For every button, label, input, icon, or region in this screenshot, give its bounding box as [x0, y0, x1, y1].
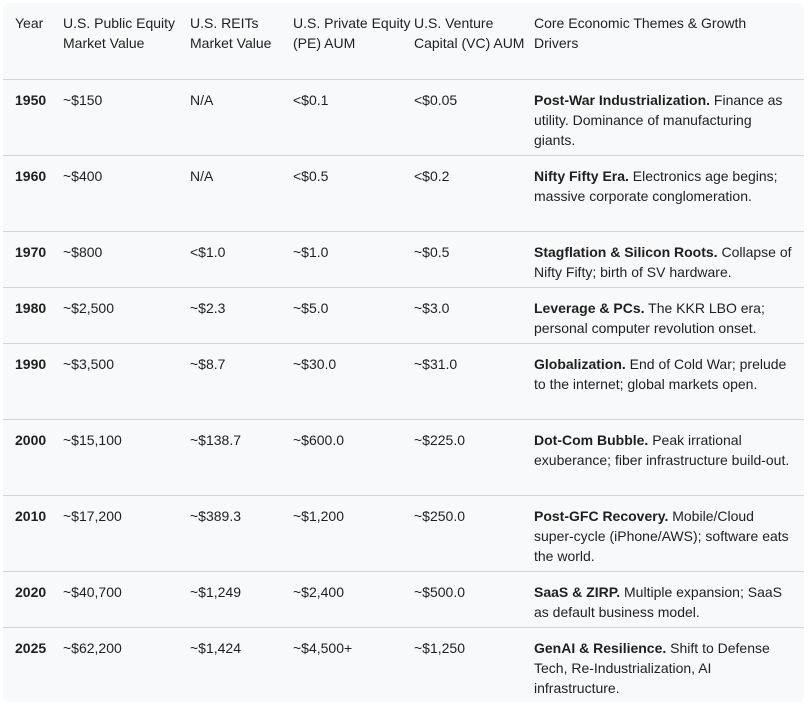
column-header-vc: U.S. Venture Capital (VC) AUM	[414, 3, 534, 79]
cell-vc: <$0.2	[414, 155, 534, 231]
cell-reits: ~$138.7	[190, 419, 293, 495]
cell-theme	[534, 343, 804, 419]
theme-text: Collapse of Nifty Fifty; birth of SV hardware.	[534, 243, 792, 280]
cell-reits: ~$1,249	[190, 571, 293, 627]
theme-title: Stagflation & Silicon Roots.	[534, 243, 718, 260]
theme-text: Peak irrational exuberance; fiber infrastructure build-out.	[534, 431, 790, 468]
theme-title: Globalization.	[534, 355, 626, 372]
cell-year: 1980	[3, 287, 63, 343]
cell-public-equity: ~$800	[63, 231, 190, 287]
cell-theme	[534, 231, 804, 287]
cell-pe: ~$4,500+	[293, 639, 353, 656]
cell-vc: ~$500.0	[414, 571, 534, 627]
cell-pe: ~$30.0	[293, 343, 414, 419]
cell-year: 1950	[3, 79, 63, 155]
cell-theme	[534, 627, 804, 703]
cell-pe: <$0.1	[293, 79, 414, 155]
theme-text: Mobile/Cloud super-cycle (iPhone/AWS); software eats the world.	[534, 507, 789, 564]
theme-title: Dot-Com Bubble.	[534, 431, 649, 448]
theme-text: Finance as utility. Dominance of manufacturing giants.	[534, 91, 783, 148]
cell-theme	[534, 571, 804, 627]
cell-pe: ~$1,200	[293, 495, 414, 571]
cell-reits: ~$2.3	[190, 287, 293, 343]
cell-vc: ~$3.0	[414, 287, 534, 343]
cell-theme	[534, 79, 804, 155]
cell-pe: <$0.5	[293, 155, 414, 231]
theme-title: Nifty Fifty Era.	[534, 167, 629, 184]
theme-text: The KKR LBO era; personal computer revolution onset.	[534, 299, 765, 336]
cell-pe: ~$1.0	[293, 231, 414, 287]
cell-vc: <$0.05	[414, 79, 534, 155]
column-header-public-equity: U.S. Public Equity Market Value	[63, 3, 190, 79]
cell-public-equity: ~$150	[63, 79, 190, 155]
table-row	[3, 627, 804, 703]
table-row	[3, 571, 804, 627]
table-container	[3, 3, 804, 702]
cell-vc: ~$250.0	[414, 495, 534, 571]
theme-title: Post-War Industrialization.	[534, 91, 711, 108]
cell-vc: ~$1,250	[414, 639, 465, 656]
cell-vc: ~$225.0	[414, 419, 534, 495]
cell-theme	[534, 495, 804, 571]
column-header-themes: Core Economic Themes & Growth Drivers	[534, 3, 804, 79]
cell-public-equity: ~$3,500	[63, 343, 190, 419]
theme-text: End of Cold War; prelude to the internet; global markets open.	[534, 355, 787, 392]
cell-theme	[534, 155, 804, 231]
cell-theme	[534, 287, 804, 343]
cell-public-equity: ~$400	[63, 155, 190, 231]
cell-year: 2010	[3, 495, 63, 571]
cell-reits: N/A	[190, 79, 293, 155]
cell-public-equity: ~$40,700	[63, 571, 190, 627]
table-row	[3, 495, 804, 571]
cell-reits: ~$1,424	[190, 639, 241, 656]
theme-text: Multiple expansion; SaaS as default business model.	[534, 583, 782, 620]
cell-year: 1960	[3, 155, 63, 231]
cell-year: 1990	[3, 343, 63, 419]
cell-year: 1970	[3, 231, 63, 287]
table-row	[3, 155, 804, 231]
cell-year: 2020	[3, 571, 63, 627]
theme-title: GenAI & Resilience.	[534, 639, 667, 656]
cell-pe: ~$5.0	[293, 287, 414, 343]
cell-reits: ~$389.3	[190, 495, 293, 571]
cell-public-equity: ~$17,200	[63, 495, 190, 571]
table-row	[3, 419, 804, 495]
economic-history-table	[3, 3, 804, 703]
cell-vc: ~$0.5	[414, 231, 534, 287]
header-row	[3, 3, 804, 79]
theme-text: Shift to Defense Tech, Re-Industrialization, AI infrastructure.	[534, 639, 770, 696]
cell-year: 2000	[3, 419, 63, 495]
column-header-year: Year	[3, 3, 63, 79]
cell-vc: ~$31.0	[414, 343, 534, 419]
table-row	[3, 287, 804, 343]
cell-year: 2025	[15, 639, 47, 656]
cell-public-equity: ~$2,500	[63, 287, 190, 343]
table-row	[3, 231, 804, 287]
cell-pe: ~$2,400	[293, 571, 414, 627]
cell-public-equity: ~$62,200	[63, 639, 122, 656]
column-header-reits: U.S. REITs Market Value	[190, 3, 293, 79]
theme-title: SaaS & ZIRP.	[534, 583, 621, 600]
column-header-pe: U.S. Private Equity (PE) AUM	[293, 3, 414, 79]
cell-pe: ~$600.0	[293, 419, 414, 495]
theme-text: Electronics age begins; massive corporate conglomeration.	[534, 167, 778, 204]
cell-public-equity: ~$15,100	[63, 419, 190, 495]
theme-title: Post-GFC Recovery.	[534, 507, 669, 524]
theme-title: Leverage & PCs.	[534, 299, 645, 316]
cell-reits: <$1.0	[190, 231, 293, 287]
cell-reits: ~$8.7	[190, 343, 293, 419]
table-row	[3, 343, 804, 419]
cell-reits: N/A	[190, 155, 293, 231]
table-row	[3, 79, 804, 155]
cell-theme	[534, 419, 804, 495]
